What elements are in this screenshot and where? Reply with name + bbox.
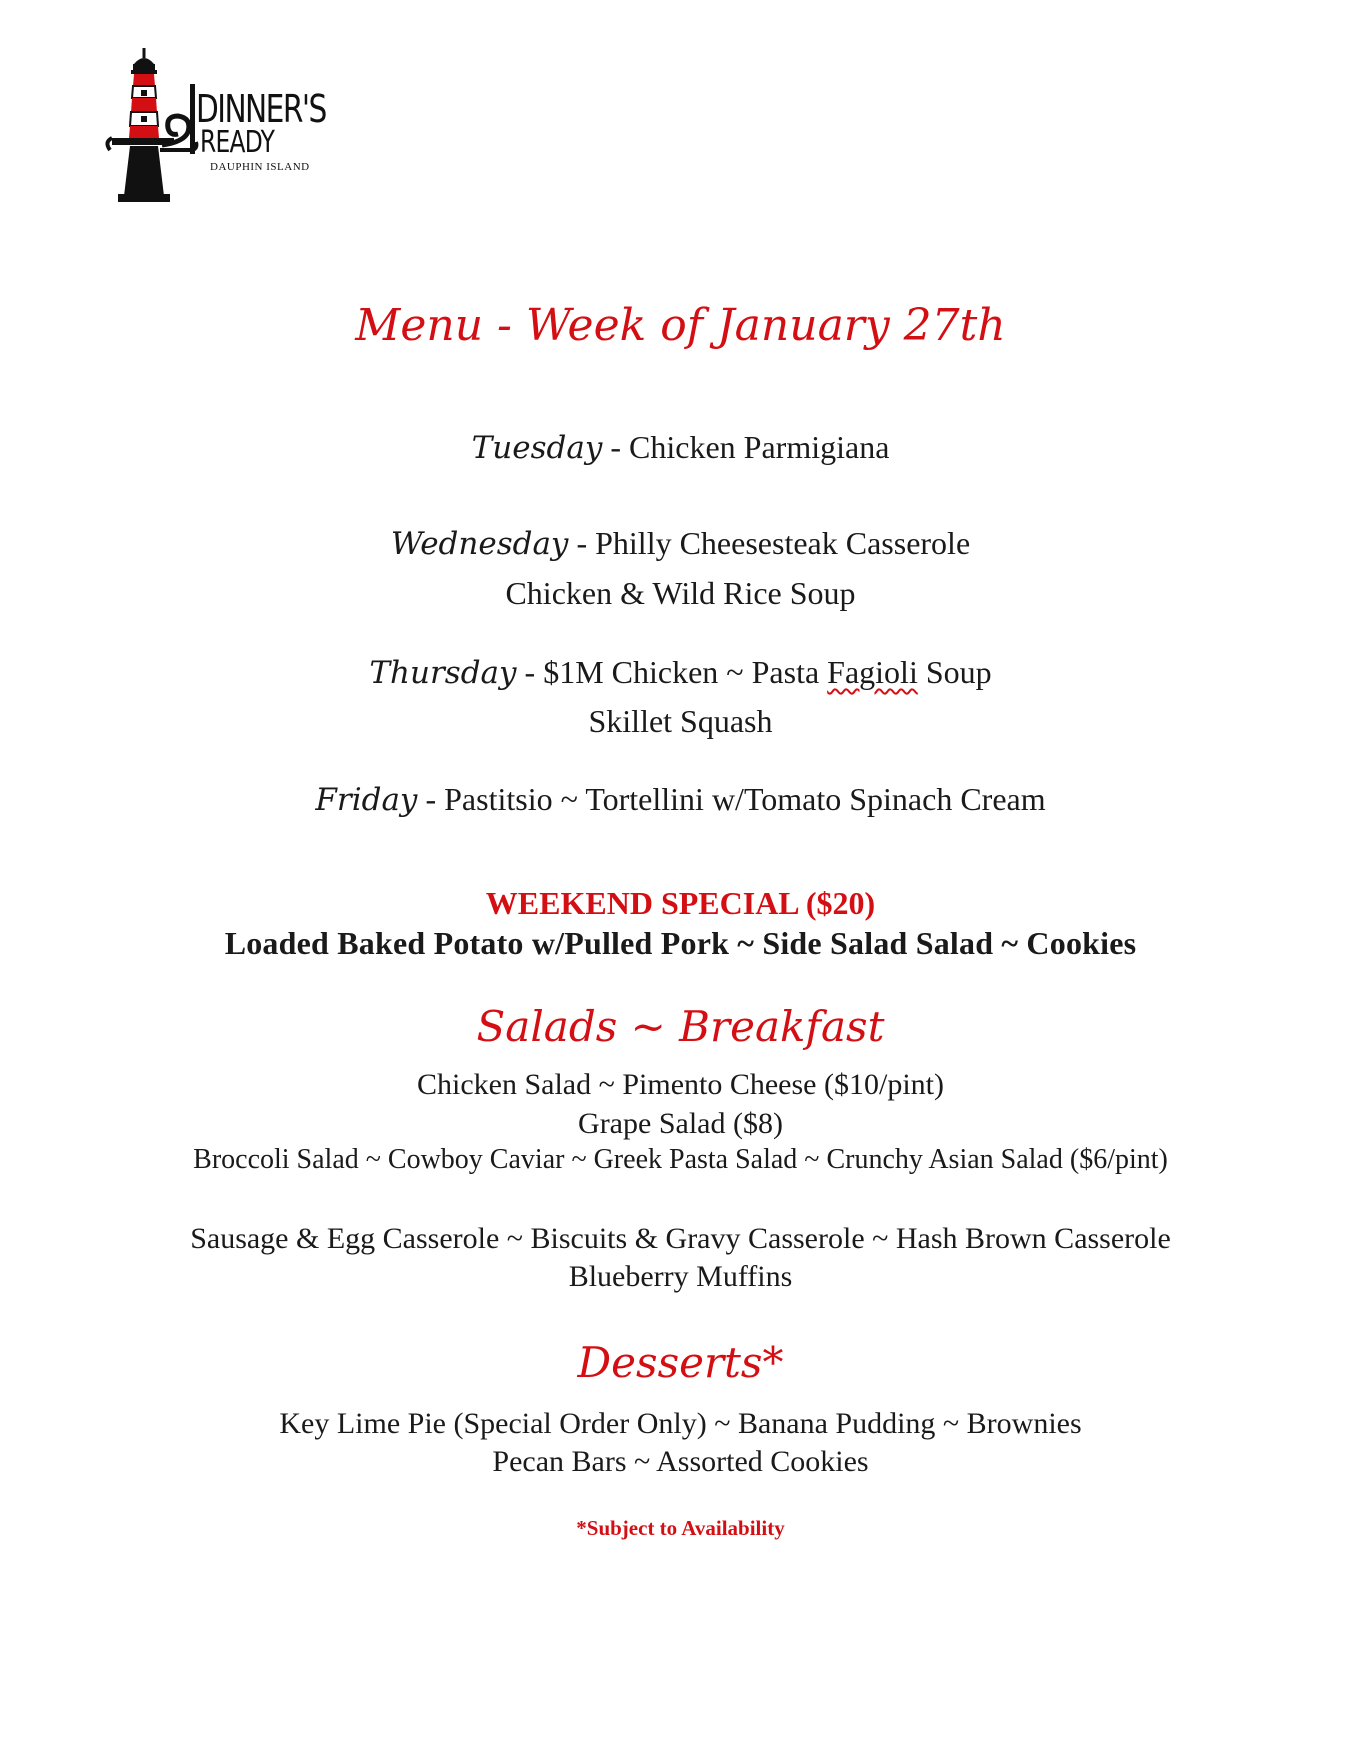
day-separator: - xyxy=(568,525,596,561)
salad-line: Broccoli Salad ~ Cowboy Caviar ~ Greek Pasta Salad ~ Crunchy Asian Salad ($6/pint) xyxy=(193,1144,1168,1175)
weekend-special-heading: WEEKEND SPECIAL ($20) xyxy=(485,885,876,921)
logo xyxy=(104,46,344,206)
dish-text: Chicken Parmigiana xyxy=(629,429,890,465)
wednesday-extra: Chicken & Wild Rice Soup xyxy=(505,575,856,611)
salads-breakfast-heading: Salads ~ Breakfast xyxy=(476,1002,885,1051)
dish-text: Philly Cheesesteak Casserole xyxy=(595,525,971,561)
thursday-extra: Skillet Squash xyxy=(588,703,773,739)
availability-note: *Subject to Availability xyxy=(576,1516,785,1540)
day-label: Wednesday xyxy=(390,526,569,562)
tuesday-row xyxy=(0,429,1361,466)
day-label: Friday xyxy=(315,782,418,818)
spellcheck-flagged-word: Fagioli xyxy=(827,654,918,690)
weekend-special-body: Loaded Baked Potato w/Pulled Pork ~ Side Salad Salad ~ Cookies xyxy=(224,925,1137,961)
logo-line-3: DAUPHIN ISLAND xyxy=(210,161,310,173)
logo-line-1: DINNER'S xyxy=(196,87,326,131)
day-separator: - xyxy=(602,429,630,465)
logo-line-2: READY xyxy=(200,125,275,160)
day-label: Thursday xyxy=(369,655,517,691)
salad-line: Chicken Salad ~ Pimento Cheese ($10/pint) xyxy=(417,1068,944,1101)
friday-row xyxy=(0,781,1361,818)
dessert-line: Key Lime Pie (Special Order Only) ~ Banana Pudding ~ Brownies xyxy=(279,1407,1082,1440)
menu-title: Menu - Week of January 27th xyxy=(355,300,1006,351)
desserts-heading: Desserts* xyxy=(577,1338,784,1387)
logo-wordmark xyxy=(196,87,362,174)
wednesday-row xyxy=(0,525,1361,562)
day-label: Tuesday xyxy=(471,430,603,466)
breakfast-line: Sausage & Egg Casserole ~ Biscuits & Gravy Casserole ~ Hash Brown Casserole xyxy=(190,1222,1171,1255)
salad-line: Grape Salad ($8) xyxy=(578,1107,783,1140)
dish-text-end: Soup xyxy=(917,654,992,690)
dish-text: Pastitsio ~ Tortellini w/Tomato Spinach Cream xyxy=(444,781,1046,817)
dish-text: $1M Chicken ~ Pasta xyxy=(543,654,828,690)
breakfast-line: Blueberry Muffins xyxy=(568,1260,793,1293)
thursday-row xyxy=(0,654,1361,691)
dessert-line: Pecan Bars ~ Assorted Cookies xyxy=(492,1445,869,1478)
day-separator: - xyxy=(516,654,544,690)
day-separator: - xyxy=(417,781,445,817)
